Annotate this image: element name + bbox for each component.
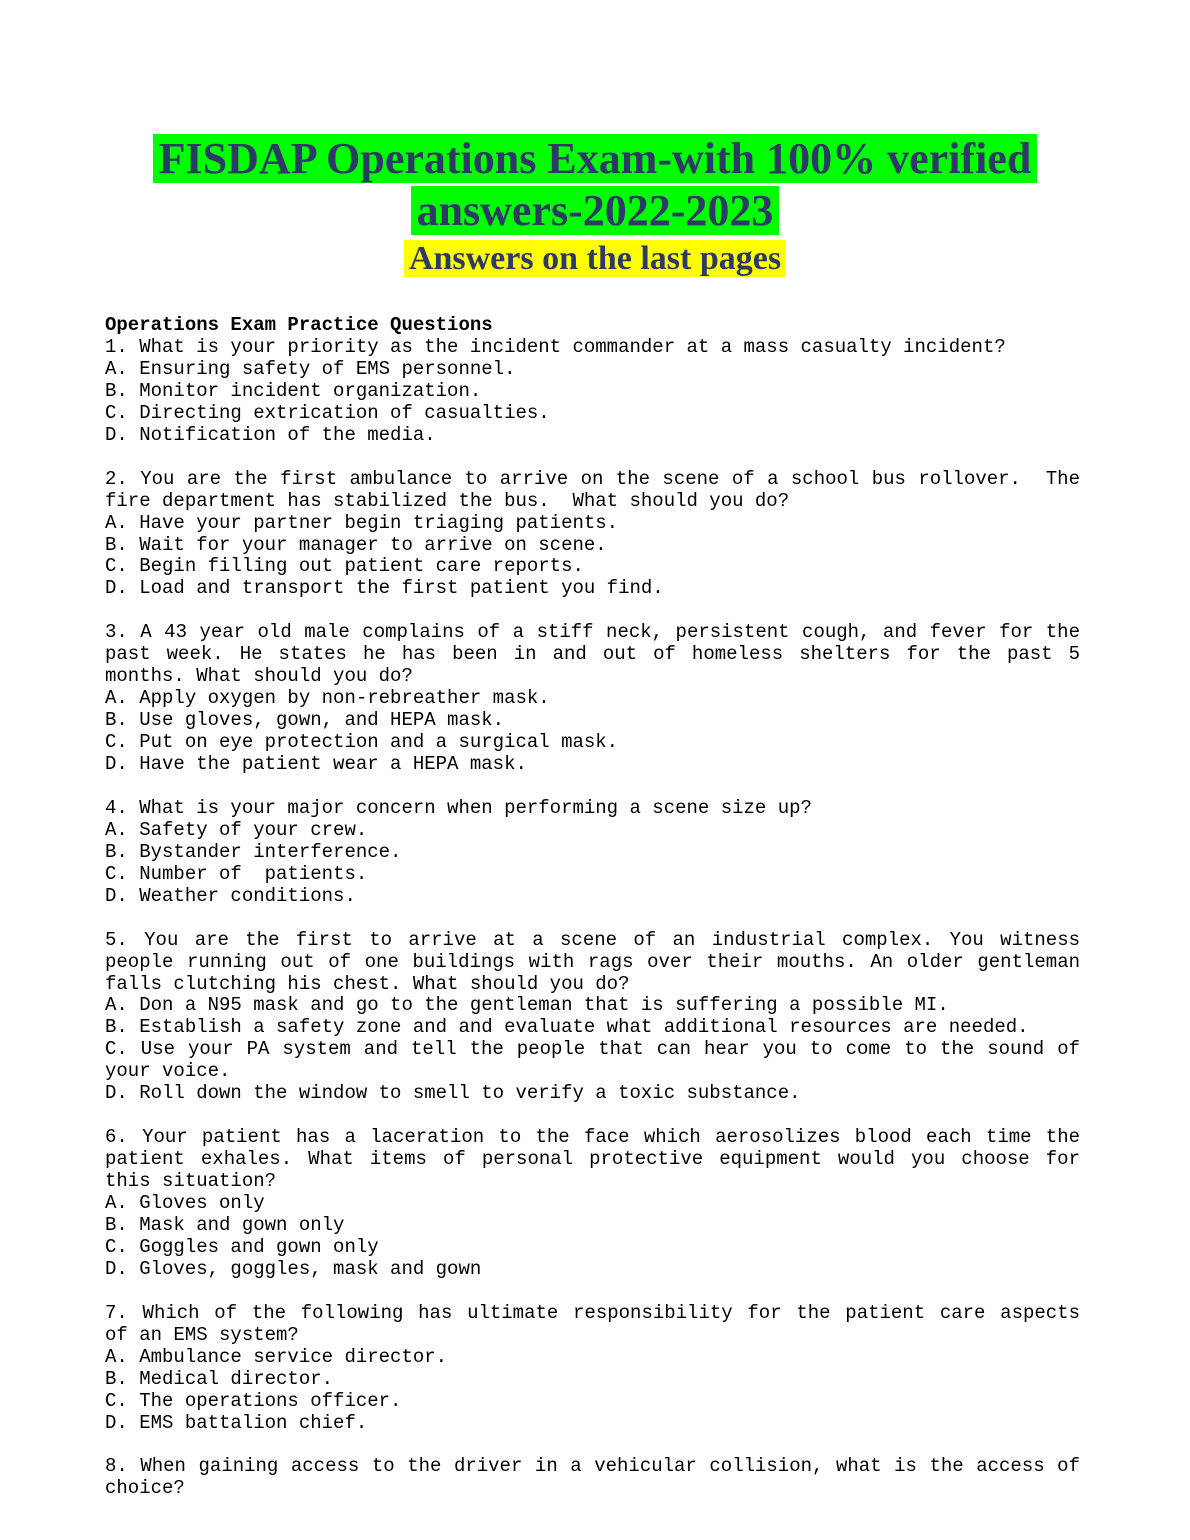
text-line: fire department has stabilized the bus. What should you do? bbox=[105, 489, 790, 512]
title-line-2 bbox=[0, 185, 1190, 237]
questions-container bbox=[105, 337, 1080, 1500]
title-line-3-highlight: Answers on the last pages bbox=[404, 240, 786, 277]
text-line: 1. What is your priority as the incident commander at a mass casualty incident? bbox=[105, 335, 1006, 358]
text-line: B. Establish a safety zone and and evaluate what additional resources are needed. bbox=[105, 1016, 1029, 1039]
text-line: D. Load and transport the first patient you find. bbox=[105, 577, 664, 600]
text-line: C. The operations officer. bbox=[105, 1389, 402, 1412]
question-block bbox=[105, 1456, 1080, 1500]
text-line: C. Directing extrication of casualties. bbox=[105, 401, 550, 424]
question-block bbox=[105, 622, 1080, 776]
body-text bbox=[105, 315, 1080, 1500]
text-line: A. Apply oxygen by non-rebreather mask. bbox=[105, 687, 550, 710]
text-line: 5. You are the first to arrive at a scene of an industrial complex. You witness bbox=[105, 928, 1080, 951]
title-block bbox=[0, 133, 1190, 281]
question-block bbox=[105, 469, 1080, 601]
text-line: B. Bystander interference. bbox=[105, 840, 402, 863]
question-block bbox=[105, 1127, 1080, 1281]
text-line: B. Monitor incident organization. bbox=[105, 379, 482, 402]
text-line: people running out of one buildings with rags over their mouths. An older gentleman bbox=[105, 950, 1080, 973]
title-line-3 bbox=[0, 237, 1190, 281]
text-line: patient exhales. What items of personal protective equipment would you choose for bbox=[105, 1148, 1080, 1171]
text-line: D. EMS battalion chief. bbox=[105, 1411, 368, 1434]
question-block bbox=[105, 337, 1080, 447]
text-line: A. Safety of your crew. bbox=[105, 818, 368, 841]
text-line: A. Ambulance service director. bbox=[105, 1345, 448, 1368]
text-line: B. Use gloves, gown, and HEPA mask. bbox=[105, 709, 505, 732]
text-line: B. Wait for your manager to arrive on scene. bbox=[105, 533, 607, 556]
section-heading: Operations Exam Practice Questions bbox=[105, 314, 493, 336]
text-line: A. Gloves only bbox=[105, 1192, 265, 1215]
text-line: past week. He states he has been in and out of homeless shelters for the past 5 bbox=[105, 643, 1080, 666]
title-line-1 bbox=[0, 133, 1190, 185]
text-line: A. Ensuring safety of EMS personnel. bbox=[105, 357, 516, 380]
text-line: B. Mask and gown only bbox=[105, 1214, 345, 1236]
text-line: D. Gloves, goggles, mask and gown bbox=[105, 1257, 482, 1280]
text-line: your voice. bbox=[105, 1060, 231, 1083]
question-block bbox=[105, 798, 1080, 908]
text-line: C. Put on eye protection and a surgical mask. bbox=[105, 731, 619, 754]
text-line: 2. You are the first ambulance to arrive on the scene of a school bus rollover. The bbox=[105, 467, 1080, 490]
text-line: choice? bbox=[105, 1477, 185, 1500]
text-line: 8. When gaining access to the driver in a vehicular collision, what is the access of bbox=[105, 1455, 1080, 1478]
text-line: D. Roll down the window to smell to verify a toxic substance. bbox=[105, 1082, 801, 1105]
text-line: C. Goggles and gown only bbox=[105, 1235, 379, 1258]
text-line: 6. Your patient has a laceration to the face which aerosolizes blood each time the bbox=[105, 1126, 1080, 1149]
text-line: C. Begin filling out patient care reports. bbox=[105, 555, 584, 578]
title-line-2-highlight: answers-2022-2023 bbox=[411, 186, 780, 235]
text-line: 4. What is your major concern when performing a scene size up? bbox=[105, 796, 812, 819]
text-line: this situation? bbox=[105, 1170, 277, 1193]
text-line: months. What should you do? bbox=[105, 665, 413, 688]
text-line: B. Medical director. bbox=[105, 1367, 334, 1390]
text-line: 7. Which of the following has ultimate responsibility for the patient care aspects bbox=[105, 1301, 1080, 1324]
question-block bbox=[105, 930, 1080, 1106]
text-line: D. Have the patient wear a HEPA mask. bbox=[105, 753, 527, 776]
text-line: D. Weather conditions. bbox=[105, 884, 356, 907]
text-line: falls clutching his chest. What should you do? bbox=[105, 972, 630, 995]
question-block bbox=[105, 1303, 1080, 1435]
text-line: 3. A 43 year old male complains of a stiff neck, persistent cough, and fever for the bbox=[105, 621, 1080, 644]
text-line: C. Number of patients. bbox=[105, 862, 368, 885]
text-line: D. Notification of the media. bbox=[105, 423, 436, 446]
text-line: of an EMS system? bbox=[105, 1323, 299, 1346]
text-line: A. Have your partner begin triaging patients. bbox=[105, 511, 619, 534]
title-line-1-highlight: FISDAP Operations Exam-with 100% verified bbox=[153, 134, 1038, 183]
text-line: C. Use your PA system and tell the people that can hear you to come to the sound of bbox=[105, 1038, 1080, 1061]
text-line: A. Don a N95 mask and go to the gentleman that is suffering a possible MI. bbox=[105, 994, 949, 1017]
